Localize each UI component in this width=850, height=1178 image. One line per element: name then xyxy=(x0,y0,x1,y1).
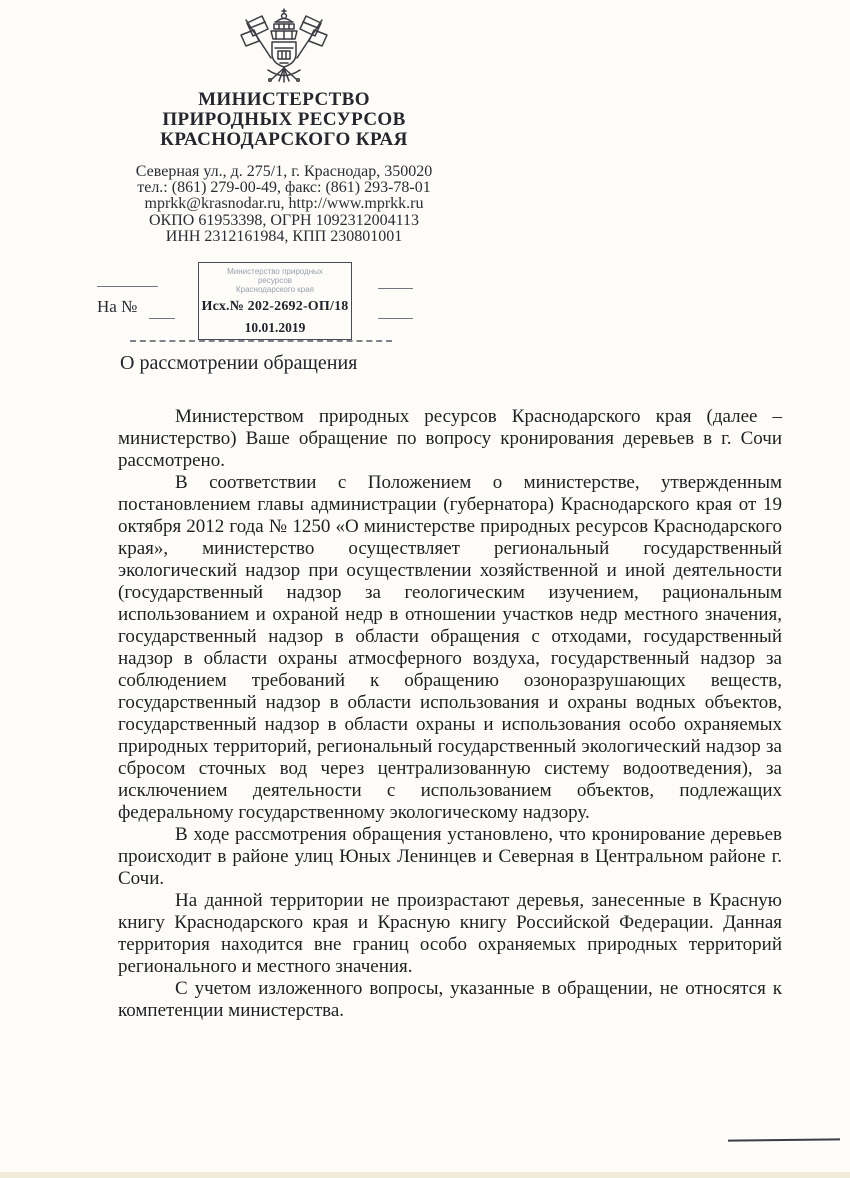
on-number-label: На № xyxy=(97,297,138,316)
body-paragraph: Министерством природных ресурсов Краснодарского края (далее – министерство) Ваше обращение по вопросу кронирования деревьев в г. Сочи рассмотрено. xyxy=(118,406,782,471)
ministry-name xyxy=(88,90,480,150)
blank-line xyxy=(378,288,413,289)
coat-of-arms-krasnodar-krai-icon xyxy=(88,8,480,84)
body-paragraph: С учетом изложенного вопросы, указанные в обращении, не относятся к компетенции министерства. xyxy=(118,978,782,1021)
address-line: Северная ул., д. 275/1, г. Краснодар, 350020 xyxy=(135,163,433,180)
registration-stamp-box xyxy=(198,262,352,340)
blank-line xyxy=(378,318,413,319)
scan-edge xyxy=(0,1172,850,1178)
address-line: ОКПО 61953398, ОГРН 1092312004113 xyxy=(149,211,419,229)
body-paragraph: В ходе рассмотрения обращения установлено, что кронирование деревьев происходит в районе улиц Юных Ленинцев и Северная в Центральном районе г. Сочи. xyxy=(118,824,782,889)
outgoing-number: Исх.№ 202-2692-ОП/18 xyxy=(201,299,349,314)
ministry-name-line: КРАСНОДАРСКОГО КРАЯ xyxy=(160,129,408,150)
stamp-organization-text xyxy=(199,267,351,294)
subject-line: О рассмотрении обращения xyxy=(120,352,358,374)
body-paragraph: В соответствии с Положением о министерстве, утвержденным постановлением главы администрации (губернатора) Краснодарского края от 19 октября 2012 года № 1250 «О министерстве природных ресурсов Краснодарского края», министерство осуществляет региональный государственный экологический надзор при осуществлении хозяйственной и иной деятельности (государственный надзор за геологическим изучением, рациональным использованием и охраной недр в отношении участков недр местного значения, государственный надзор в области обращения с отходами, государственный надзор в области охраны атмосферного воздуха, государственный надзор за соблюдением требований к обращению озоноразрушающих веществ, государственный надзор в области использования и охраны водных объектов, государственный надзор в области охраны и использования особо охраняемых природных территорий, региональный государственный экологический надзор за сбросом сточных вод через централизованную систему водоотведения), за исключением деятельности с использованием объектов, подлежащих федеральному государственному экологическому надзору. xyxy=(118,472,782,823)
ministry-name-line: МИНИСТЕРСТВО xyxy=(198,89,370,110)
stamp-org-line: Министерство природных xyxy=(227,267,323,276)
address-line: тел.: (861) 279-00-49, факс: (861) 293-78-01 xyxy=(137,179,431,197)
body-paragraph: На данной территории не произрастают деревья, занесенные в Красную книгу Краснодарского края и Красную книгу Российской Федерации. Данная территория находится вне границ особо охраняемых природных территорий регионального и местного значения. xyxy=(118,890,782,977)
stamp-org-line: ресурсов xyxy=(257,276,293,285)
address-line: mprkk@krasnodar.ru, http://www.mprkk.ru xyxy=(144,195,424,213)
stamp-date: 10.01.2019 xyxy=(244,320,306,335)
letterhead-address xyxy=(88,164,480,245)
letterhead xyxy=(88,8,480,245)
ministry-name-line: ПРИРОДНЫХ РЕСУРСОВ xyxy=(162,109,406,130)
letter-body xyxy=(118,406,782,1022)
scan-artifact-line xyxy=(728,1138,840,1141)
address-line: ИНН 2312161984, КПП 230801001 xyxy=(165,227,403,245)
dashed-separator-line xyxy=(130,340,392,342)
stamp-org-line: Краснодарского края xyxy=(236,285,314,294)
blank-line xyxy=(149,318,175,319)
blank-line xyxy=(97,286,158,287)
